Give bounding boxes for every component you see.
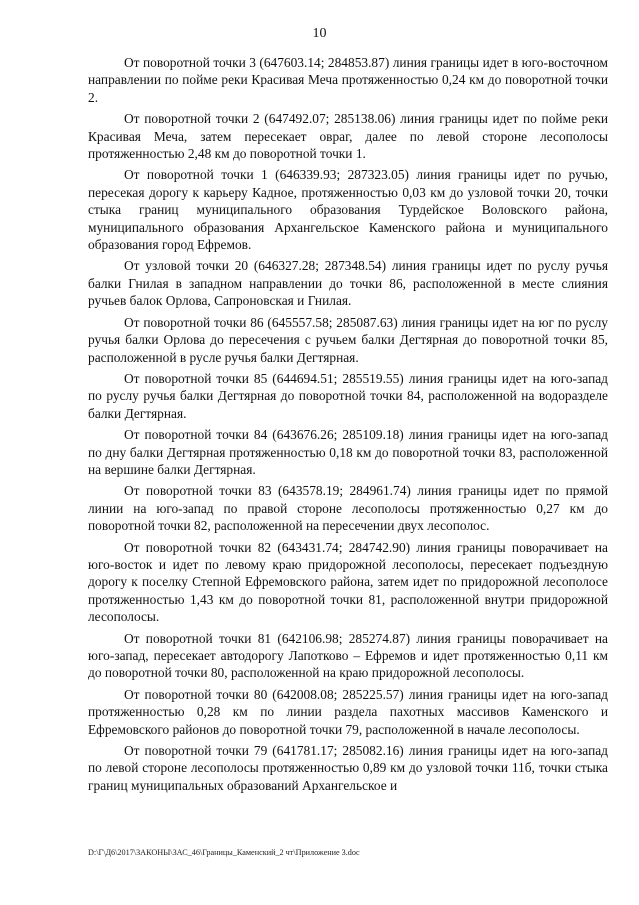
paragraph-5: От поворотной точки 86 (645557.58; 285087.63) линия границы идет на юг по руслу ручья балки Орлова до пересечения с ручьем балки Дегтярная до поворотной точки 85, расположенной в русле ручья балки Дегтярная. (88, 314, 608, 365)
paragraph-4: От узловой точки 20 (646327.28; 287348.54) линия границы идет по руслу ручья балки Гнилая в западном направлении до точки 86, расположенной в месте слияния ручьев балок Орлова, Сапроновская и Гнилая. (88, 258, 608, 309)
paragraph-10: От поворотной точки 81 (642106.98; 285274.87) линия границы поворачивает на юго-запад, пересекает автодорогу Лапотково – Ефремов и идет протяженностью 0,11 км до поворотной точки 80, расположенной на краю придорожной лесополосы. (88, 630, 608, 681)
paragraph-6: От поворотной точки 85 (644694.51; 285519.55) линия границы идет на юго-запад по руслу ручья балки Дегтярная до поворотной точки 84, расположенной на водоразделе балки Дегтярная. (88, 370, 608, 421)
paragraph-8: От поворотной точки 83 (643578.19; 284961.74) линия границы идет по прямой линии на юго-запад по правой стороне лесополосы протяженностью 0,27 км до поворотной точки 82, расположенной на пересечении двух лесополос. (88, 483, 608, 534)
paragraph-1: От поворотной точки 3 (647603.14; 284853.87) линия границы идет в юго-восточном направлении по пойме реки Красивая Меча протяженностью 0,24 км до поворотной точки 2. (88, 55, 608, 105)
paragraph-3: От поворотной точки 1 (646339.93; 287323.05) линия границы идет по ручью, пересекая дорогу к карьеру Кадное, протяженностью 0,03 км до узловой точки 20, точки стыка границ муниципального образования Турдейское Воловского района, муниципального образования Архангельское Каменского района и муниципального образования город Ефремов. (88, 167, 608, 253)
paragraph-7: От поворотной точки 84 (643676.26; 285109.18) линия границы идет на юго-запад по дну балки Дегтярная протяженностью 0,18 км до поворотной точки 83, расположенной на вершине балки Дегтярная. (88, 427, 608, 477)
page-number: 10 (312, 26, 327, 41)
paragraph-12: От поворотной точки 79 (641781.17; 285082.16) линия границы идет на юго-запад по левой стороне лесополосы протяженностью 0,89 км до узловой точки 11б, точки стыка границ муниципальных образований Архангельское и (88, 743, 608, 793)
footer-file-path: D:\Г\Д6\2017\ЗАКОНЫ\ЗАС_46\Границы_Каменский_2 чт\Приложение 3.doc (88, 848, 360, 857)
document-body (88, 54, 608, 798)
paragraph-11: От поворотной точки 80 (642008.08; 285225.57) линия границы идет на юго-запад протяженностью 0,28 км по линии раздела пахотных массивов Каменского и Ефремовского районов до поворотной точки 79, расположенной в начале лесополосы. (88, 686, 608, 737)
paragraph-9: От поворотной точки 82 (643431.74; 284742.90) линия границы поворачивает на юго-восток и идет по левому краю придорожной лесополосы, пересекает подъездную дорогу к поселку Степной Ефремовского района, затем идет по придорожной лесополосе протяженностью 1,43 км до поворотной точки 81, расположенной внутри придорожной лесополосы. (88, 539, 608, 625)
paragraph-2: От поворотной точки 2 (647492.07; 285138.06) линия границы идет по пойме реки Красивая Меча, затем пересекает овраг, далее по левой стороне лесополосы протяженностью 2,48 км до поворотной точки 1. (88, 111, 608, 162)
